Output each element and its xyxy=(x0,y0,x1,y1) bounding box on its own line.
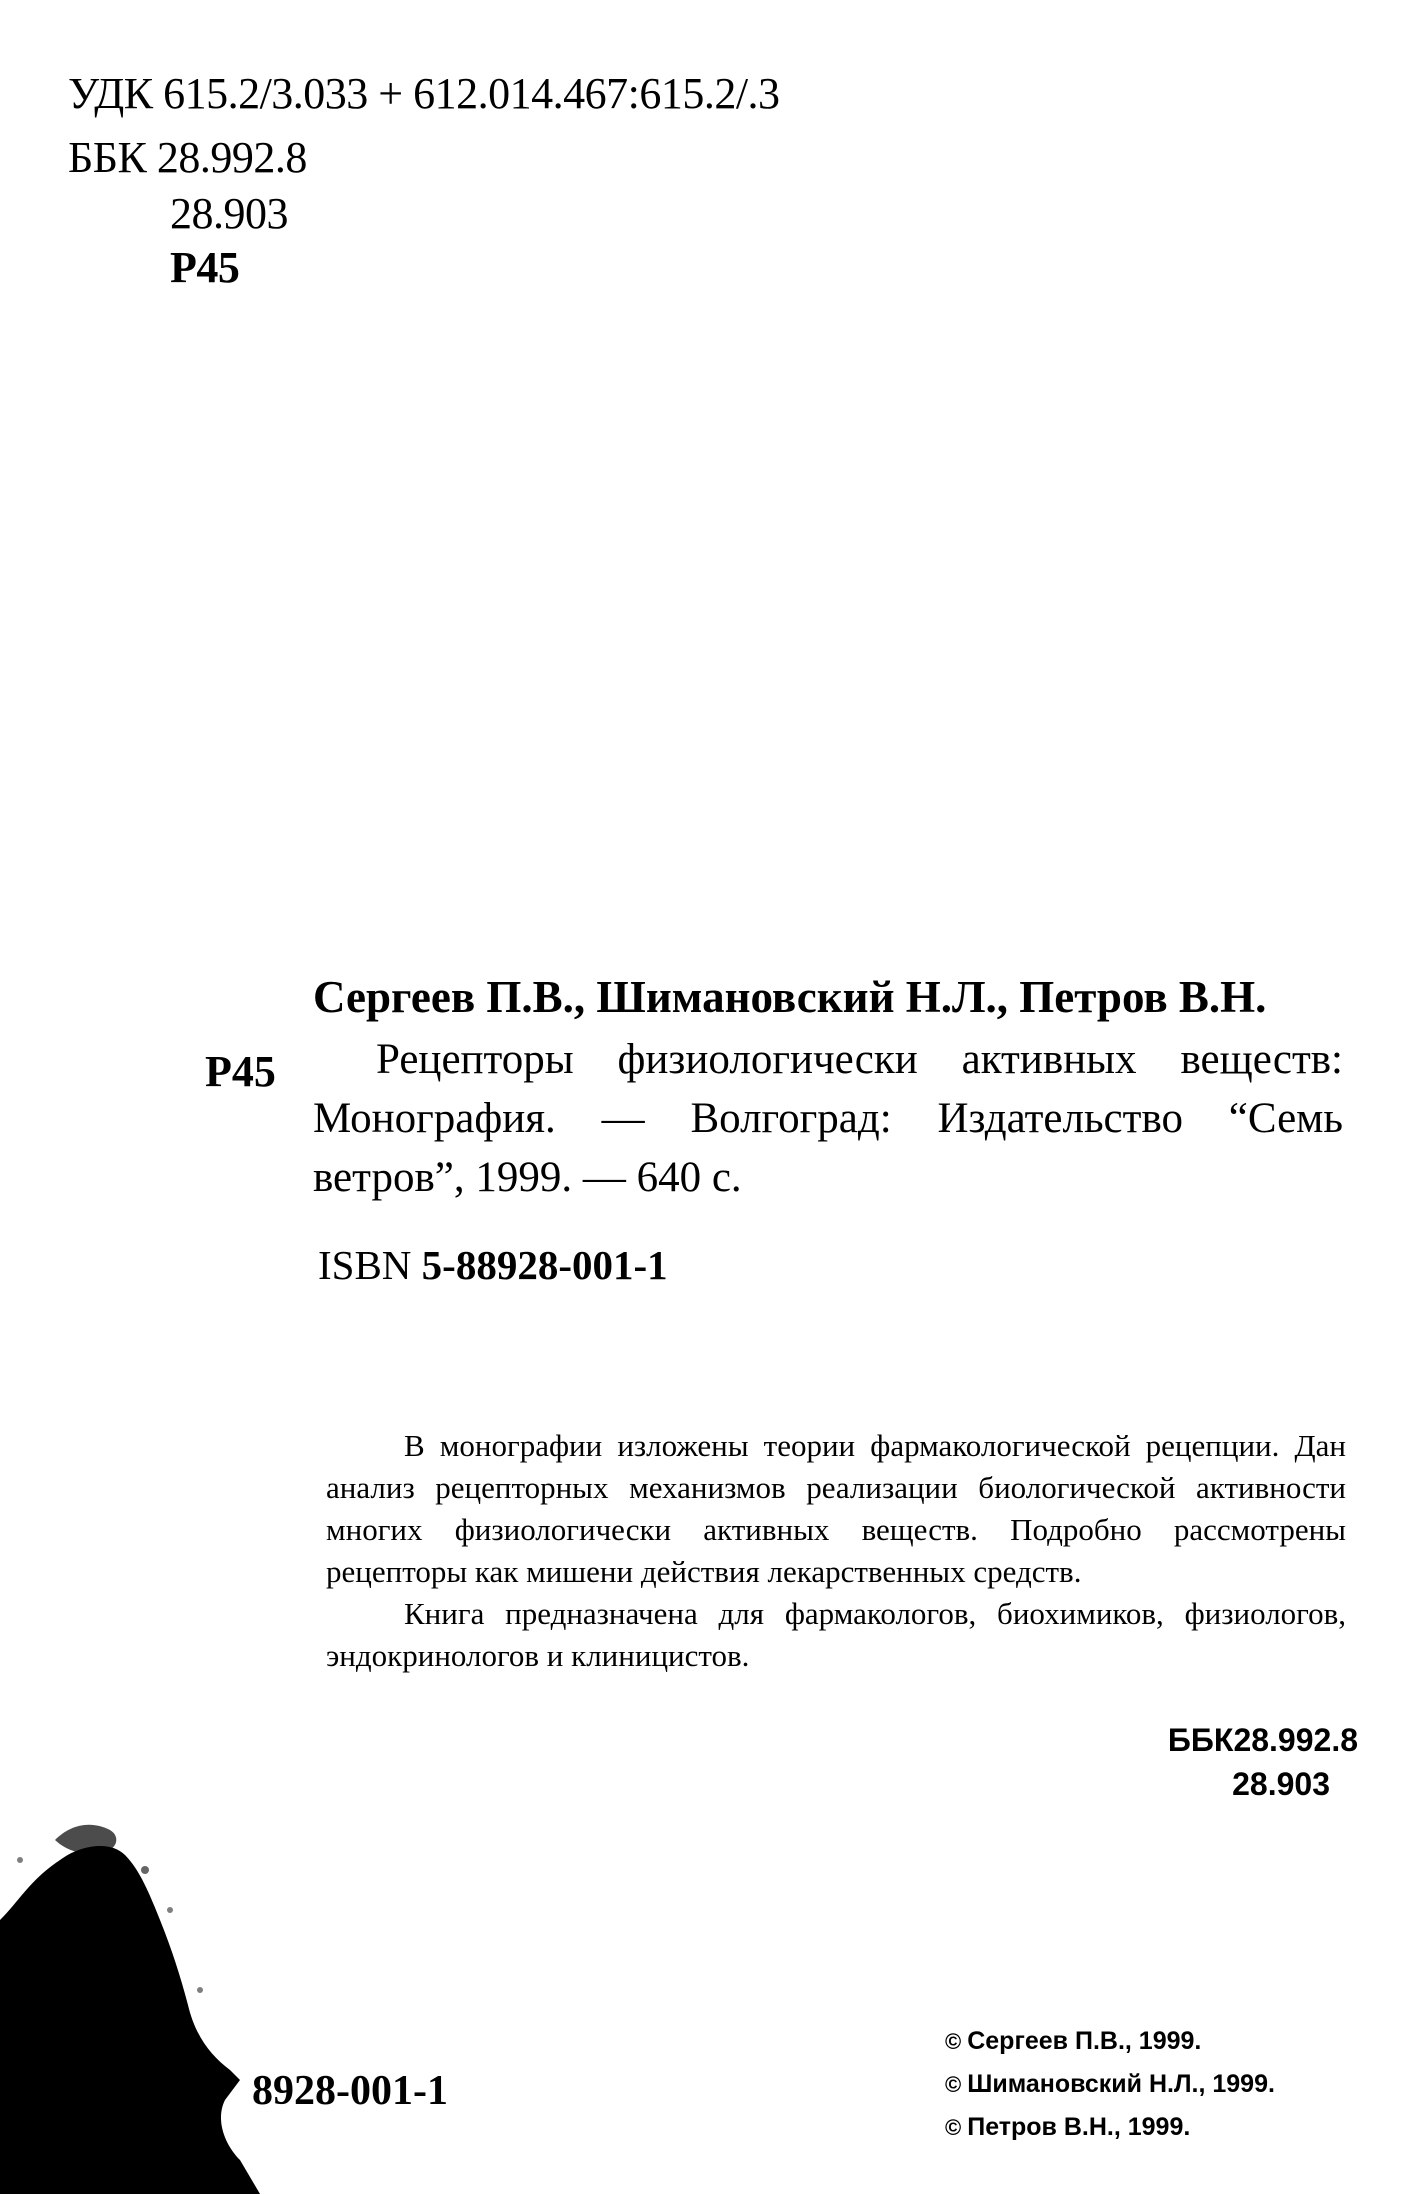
isbn-number: 5-88928-001-1 xyxy=(421,1242,668,1288)
annotation-paragraph: В монографии изложены теории фармакологической рецепции. Дан анализ рецепторных механизмов реализации биологической активности многих физиологически активных веществ. Подробно рассмотрены рецепторы как мишени действия лекарственных средств. xyxy=(326,1428,1346,1589)
bbk-bottom-line: 28.903 xyxy=(1232,1766,1330,1802)
bbk-code-primary: ББК 28.992.8 xyxy=(68,133,307,182)
copyright-symbol: © xyxy=(945,2029,962,2054)
barcode-isbn-fragment: 8928-001-1 xyxy=(252,2068,448,2114)
annotation xyxy=(326,1425,1346,1677)
bbk-bottom-line: ББК28.992.8 xyxy=(1167,1722,1358,1758)
author-mark-entry: Р45 xyxy=(205,1047,276,1096)
annotation-paragraph: Книга предназначена для фармакологов, биохимиков, физиологов, эндокринологов и клиницистов. xyxy=(326,1596,1346,1673)
isbn-line xyxy=(318,1242,668,1288)
udk-code: УДК 615.2/3.033 + 612.014.467:615.2/.3 xyxy=(68,69,780,118)
isbn-label: ISBN xyxy=(318,1242,412,1288)
bibliographic-description: Рецепторы физиологически активных веществ: Монография. — Волгоград: Издательство “Семь ветров”, 1999. — 640 с. xyxy=(313,1036,1343,1201)
copyright-symbol: © xyxy=(945,2072,962,2097)
bbk-bottom xyxy=(1168,1718,1358,1806)
bbk-code-secondary: 28.903 xyxy=(170,189,288,238)
copyright-symbol: © xyxy=(945,2115,962,2140)
author-mark-top: Р45 xyxy=(170,243,240,292)
copyright-line: © Петров В.Н., 1999. xyxy=(945,2113,1191,2141)
ink-smudge-image xyxy=(0,1800,330,2194)
authors-heading: Сергеев П.В., Шимановский Н.Л., Петров В.Н. xyxy=(313,972,1267,1022)
copyright-line: © Сергеев П.В., 1999. xyxy=(945,2027,1202,2055)
copyright-block xyxy=(945,2020,1275,2149)
copyright-line: © Шимановский Н.Л., 1999. xyxy=(945,2070,1275,2098)
